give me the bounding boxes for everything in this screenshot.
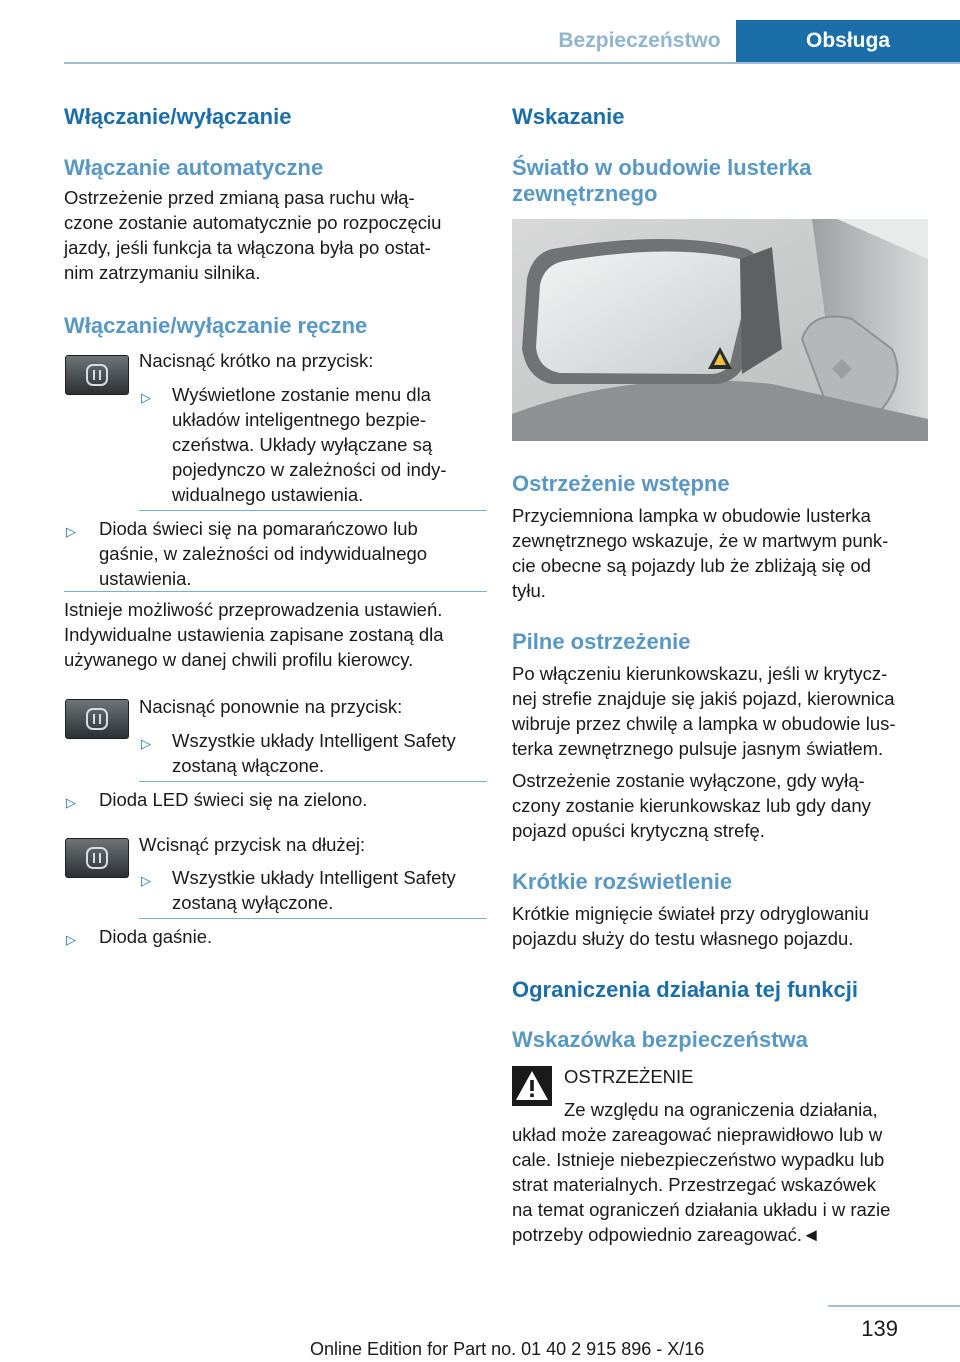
heading-safety-note: Wskazówka bezpieczeństwa xyxy=(512,1027,808,1052)
all-off-list-item: Wszystkie układy Intelligent Safety zostaną wyłączone. xyxy=(172,867,456,913)
bullet-icon: ▷ xyxy=(141,873,151,888)
side-mirror-photo xyxy=(512,219,928,441)
warning-title: OSTRZEŻENIE xyxy=(564,1066,694,1087)
pre-warning-paragraph: Przyciemniona lampka w obudowie lusterka zewnętrznego wskazuje, że w martwym punk‐ cie obecne są pojazdy lub że zbliżają się od tyłu. xyxy=(512,505,889,601)
press-again-text: Nacisnąć ponownie na przycisk: xyxy=(139,696,403,717)
diode-off-list-item: Dioda gaśnie. xyxy=(99,926,213,947)
page-number: 139 xyxy=(861,1316,898,1341)
all-on-list-item: Wszystkie układy Intelligent Safety zostaną włączone. xyxy=(172,730,456,776)
edition-footer: Online Edition for Part no. 01 40 2 915 896 - X/16 xyxy=(310,1339,705,1359)
heading-display: Wskazanie xyxy=(512,104,625,129)
bullet-icon: ▷ xyxy=(141,390,151,405)
header-chapter-tab: Obsługa xyxy=(736,20,960,62)
heading-limits: Ograniczenia działania tej funkcji xyxy=(512,977,858,1002)
warning-line-first: Ze względu na ograniczenia działania, xyxy=(564,1099,878,1120)
urgent-warning-paragraph: Po włączeniu kierunkowskazu, jeśli w krytycz‐ nej strefie znajduje się jakiś pojazd, kierownica wibruje przez chwilę a lampka w obudowie lus‐ terka zewnętrznego pulsuje jasnym światłem. xyxy=(512,663,896,759)
safety-button-icon xyxy=(65,699,129,739)
settings-paragraph: Istnieje możliwość przeprowadzenia ustawień. Indywidualne ustawienia zapisane zostaną dla używanego w danej chwili profilu kierowcy. xyxy=(64,599,444,670)
heading-automatic: Włączanie automatyczne xyxy=(64,155,324,180)
heading-on-off: Włączanie/wyłączanie xyxy=(64,104,292,129)
warning-off-paragraph: Ostrzeżenie zostanie wyłączone, gdy wyłą‐ czony zostanie kierunkowskaz lub gdy dany pojazd opuści krytyczną strefę. xyxy=(512,770,871,841)
heading-urgent-warning: Pilne ostrzeżenie xyxy=(512,629,691,654)
bullet-icon: ▷ xyxy=(66,795,76,810)
divider xyxy=(64,591,487,592)
bullet-icon: ▷ xyxy=(66,524,76,539)
warning-paragraph: układ może zareagować nieprawidłowo lub w cale. Istnieje niebezpieczeństwo wypadku lub strat materialnych. Przestrzegać wskazówek na temat ograniczeń działania układu i w razie potrzeby odpowiednio zareagować.◄ xyxy=(512,1124,891,1245)
heading-mirror-light: Światło w obudowie lusterka zewnętrznego xyxy=(512,155,812,206)
heading-short-flash: Krótkie rozświetlenie xyxy=(512,869,733,894)
divider xyxy=(139,781,487,782)
header-rule xyxy=(64,62,960,64)
header-section-tab: Bezpieczeństwo xyxy=(558,29,721,52)
footer-rule xyxy=(828,1305,960,1307)
bullet-icon: ▷ xyxy=(66,932,76,947)
diode-list-item: Dioda świeci się na pomarańczowo lub gaśnie, w zależności od indywidualnego ustawienia. xyxy=(99,518,428,589)
short-flash-paragraph: Krótkie mignięcie świateł przy odryglowaniu pojazdu służy do testu własnego pojazdu. xyxy=(512,903,869,949)
safety-button-icon xyxy=(65,838,129,878)
press-long-text: Wcisnąć przycisk na dłużej: xyxy=(139,834,366,855)
press-short-text: Nacisnąć krótko na przycisk: xyxy=(139,350,374,371)
divider xyxy=(139,918,487,919)
heading-pre-warning: Ostrzeżenie wstępne xyxy=(512,471,730,496)
led-green-list-item: Dioda LED świeci się na zielono. xyxy=(99,789,368,810)
safety-button-icon xyxy=(65,355,129,395)
heading-manual: Włączanie/wyłączanie ręczne xyxy=(64,313,368,338)
bullet-icon: ▷ xyxy=(141,736,151,751)
automatic-paragraph: Ostrzeżenie przed zmianą pasa ruchu włą‐ czone zostanie automatycznie po rozpoczęciu jazdy, jeśli funkcja ta włączona była po ostat‐ nim zatrzymaniu silnika. xyxy=(64,187,442,283)
menu-list-item: Wyświetlone zostanie menu dla układów inteligentnego bezpie‐ czeństwa. Układy wyłączane są pojedynczo w zależności od indy‐ widualnego ustawienia. xyxy=(172,384,447,505)
divider xyxy=(139,510,487,511)
warning-triangle-icon xyxy=(512,1066,552,1106)
